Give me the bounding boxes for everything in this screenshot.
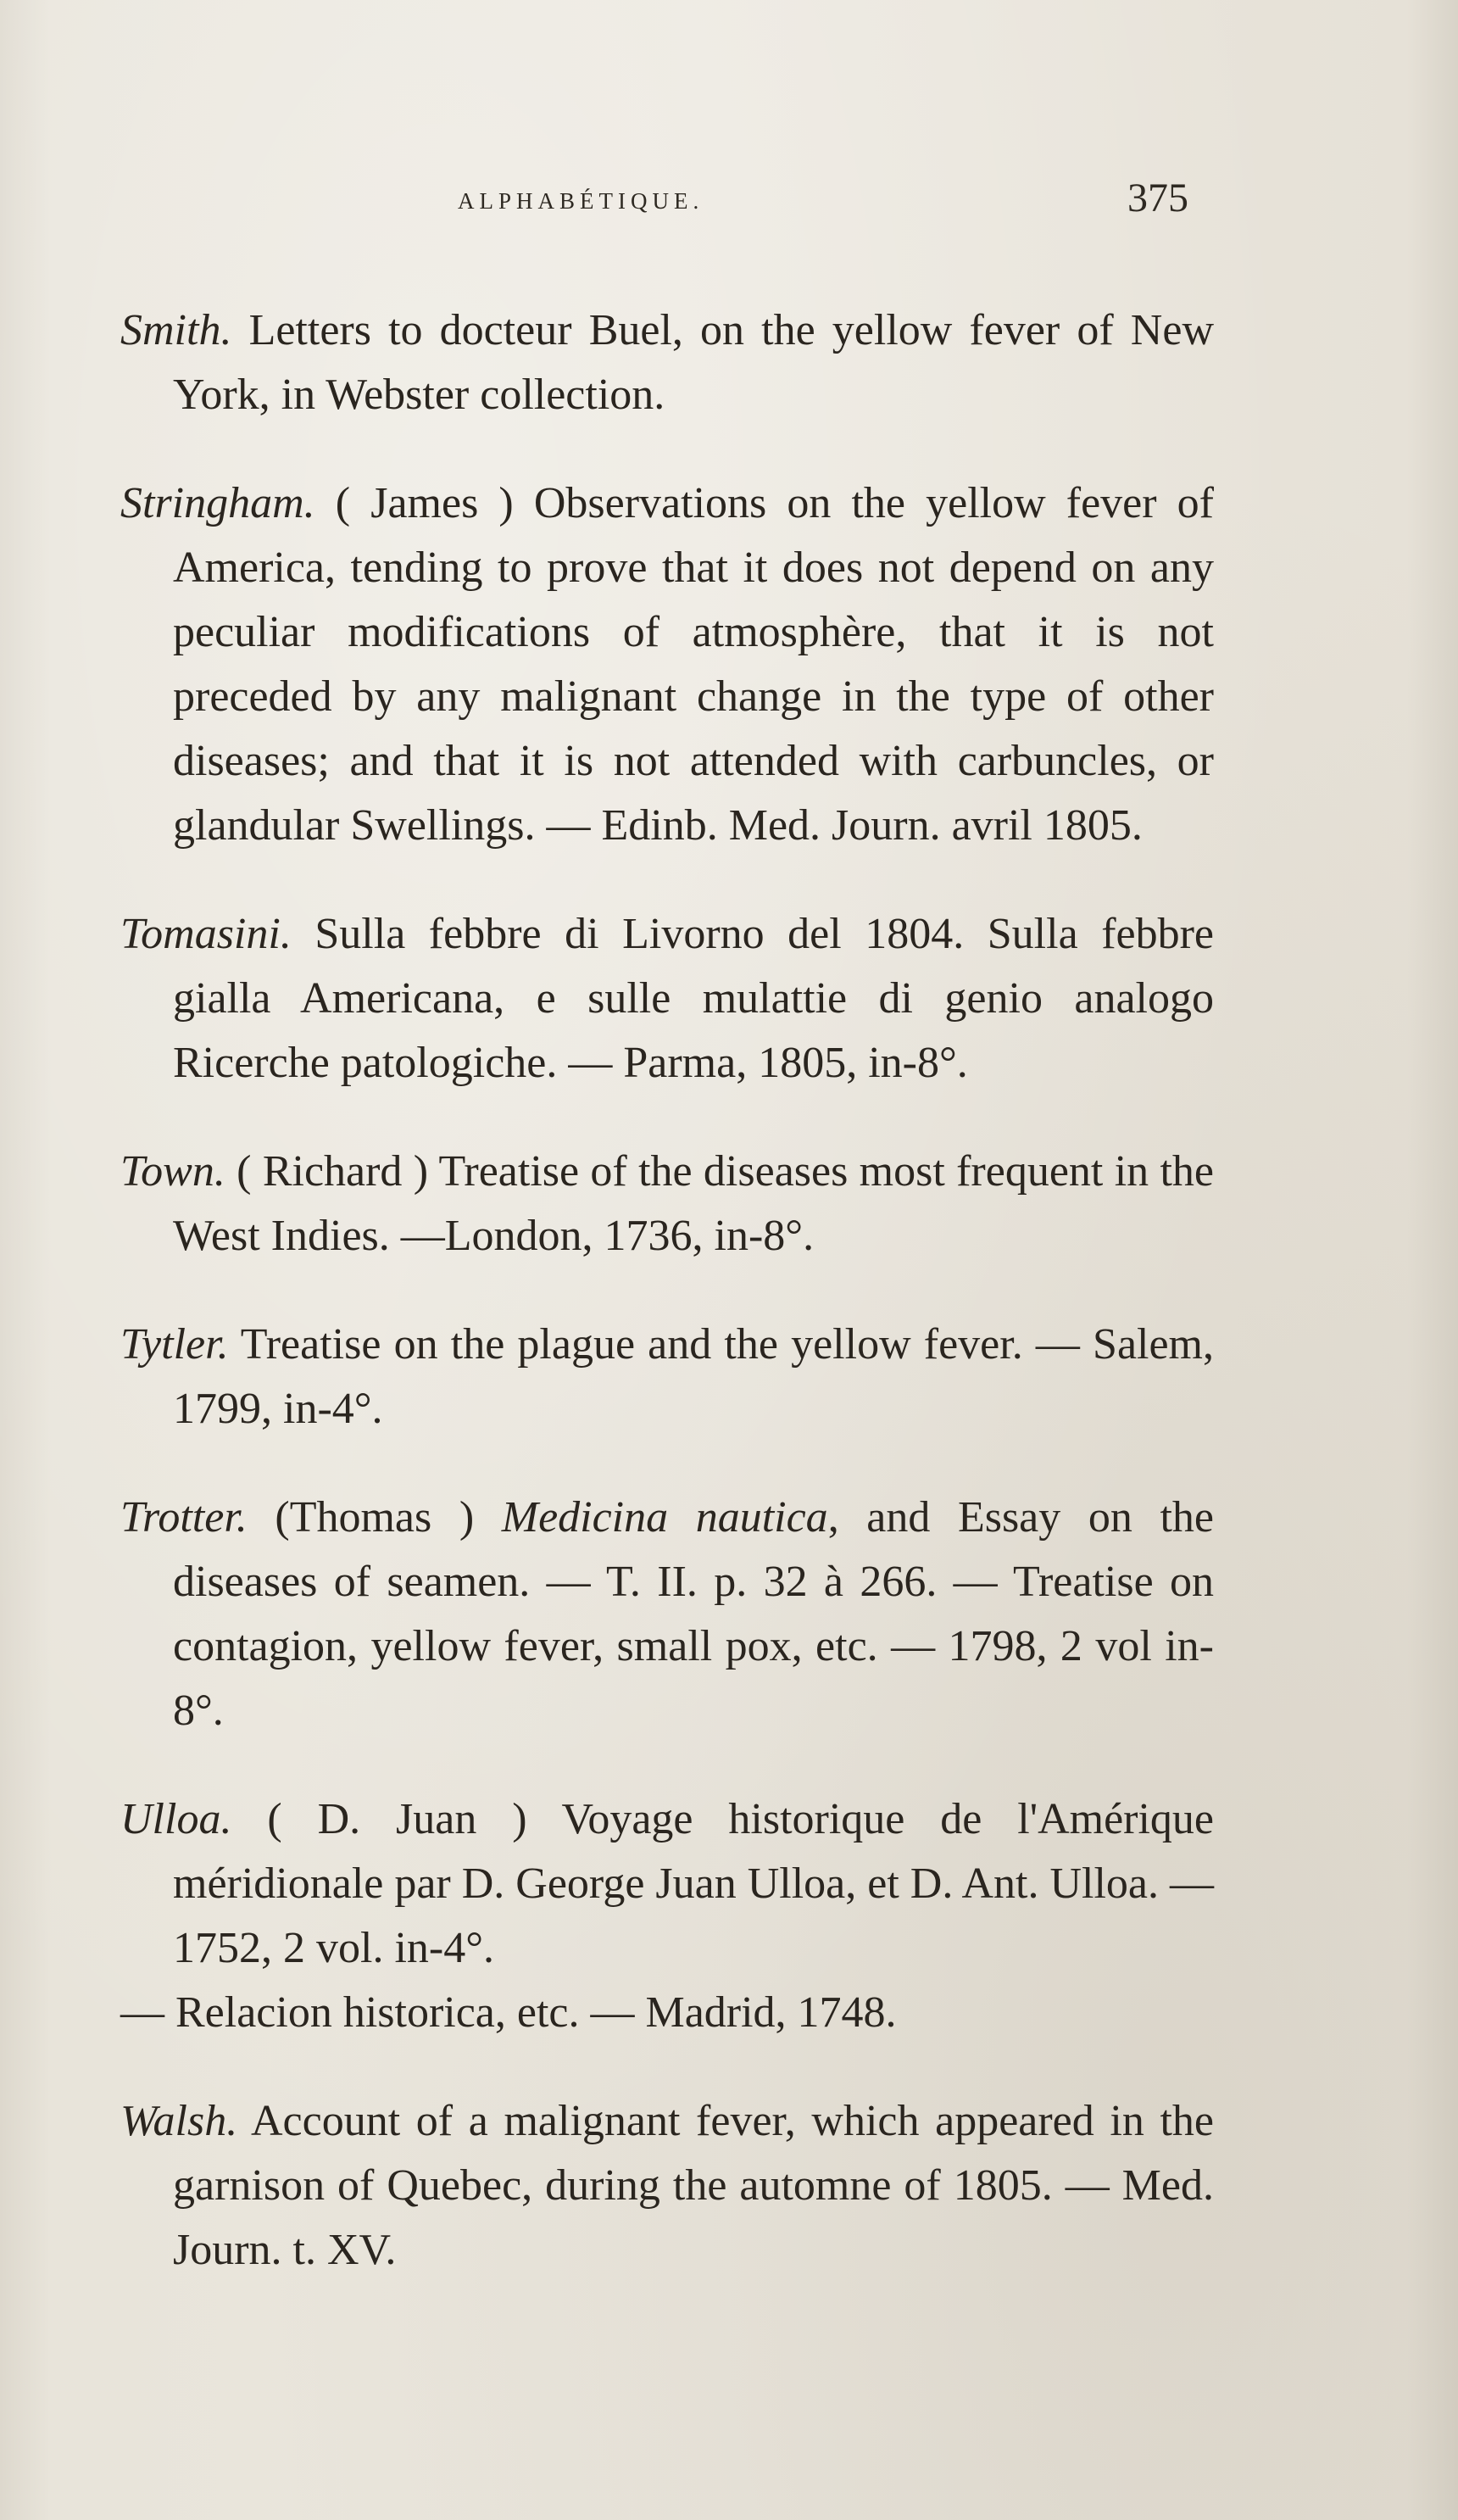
bibliography-entry-tomasini <box>120 902 1214 1096</box>
entry-text: Treatise on the plague and the yellow fever. — Salem, 1799, in-4°. <box>173 1320 1214 1433</box>
bibliography-entry-smith <box>120 298 1214 427</box>
entry-text: ( James ) Observations on the yellow fever of America, tending to prove that it does not depend on any peculiar modifications of atmosphère, that it is not preceded by any malignant change in the type of other diseases; and that it is not attended with carbuncles, or glandular Swellings. — Edinb. Med. Journ. avril 1805. <box>173 479 1214 850</box>
bibliography-entries <box>120 254 1214 2294</box>
entry-author: Walsh. <box>120 2097 238 2145</box>
bibliography-entry-ulloa-continuation <box>120 1981 1214 2045</box>
bibliography-entry-town <box>120 1140 1214 1268</box>
bibliography-entry-ulloa <box>120 1787 1214 1981</box>
entry-text: Account of a malignant fever, which appeared in the garnison of Quebec, during the automne of 1805. — Med. Journ. t. XV. <box>173 2097 1214 2274</box>
entry-text: ( D. Juan ) Voyage historique de l'Amérique méridionale par D. George Juan Ulloa, et D. Ant. Ulloa. — 1752, 2 vol. in-4°. <box>173 1795 1214 1972</box>
entry-author: Tytler. <box>120 1320 229 1369</box>
entry-text: — Relacion historica, etc. — Madrid, 1748. <box>120 1988 897 2037</box>
entry-text: Letters to docteur Buel, on the yellow fever of New York, in Webster collection. <box>173 306 1214 419</box>
entry-title-italic: Medicina nautica <box>501 1493 828 1542</box>
entry-text: , and Essay on the diseases of seamen. — T. II. p. 32 à 266. — Treatise on contagion, yellow fever, small pox, etc. — 1798, 2 vol in-8°. <box>173 1493 1214 1735</box>
entry-text-before: (Thomas ) <box>247 1493 502 1542</box>
bibliography-entry-walsh <box>120 2089 1214 2283</box>
entry-author: Town. <box>120 1147 225 1196</box>
entry-text: ( Richard ) Treatise of the diseases most frequent in the West Indies. —London, 1736, in-8°. <box>173 1147 1214 1260</box>
entry-author: Trotter. <box>120 1493 248 1542</box>
page-number: 375 <box>1127 176 1188 220</box>
entry-author: Ulloa. <box>120 1795 232 1843</box>
entry-author: Stringham. <box>120 479 315 527</box>
running-head: ALPHABÉTIQUE. <box>458 188 704 214</box>
entry-author: Smith. <box>120 306 232 354</box>
bibliography-entry-stringham <box>120 471 1214 858</box>
bibliography-entry-trotter <box>120 1486 1214 1743</box>
entry-text: Sulla febbre di Livorno del 1804. Sulla febbre gialla Americana, e sulle mulattie di genio analogo Ricerche patologiche. — Parma, 1805, in-8°. <box>173 910 1214 1087</box>
bibliography-entry-tytler <box>120 1313 1214 1441</box>
entry-author: Tomasini. <box>120 910 292 958</box>
